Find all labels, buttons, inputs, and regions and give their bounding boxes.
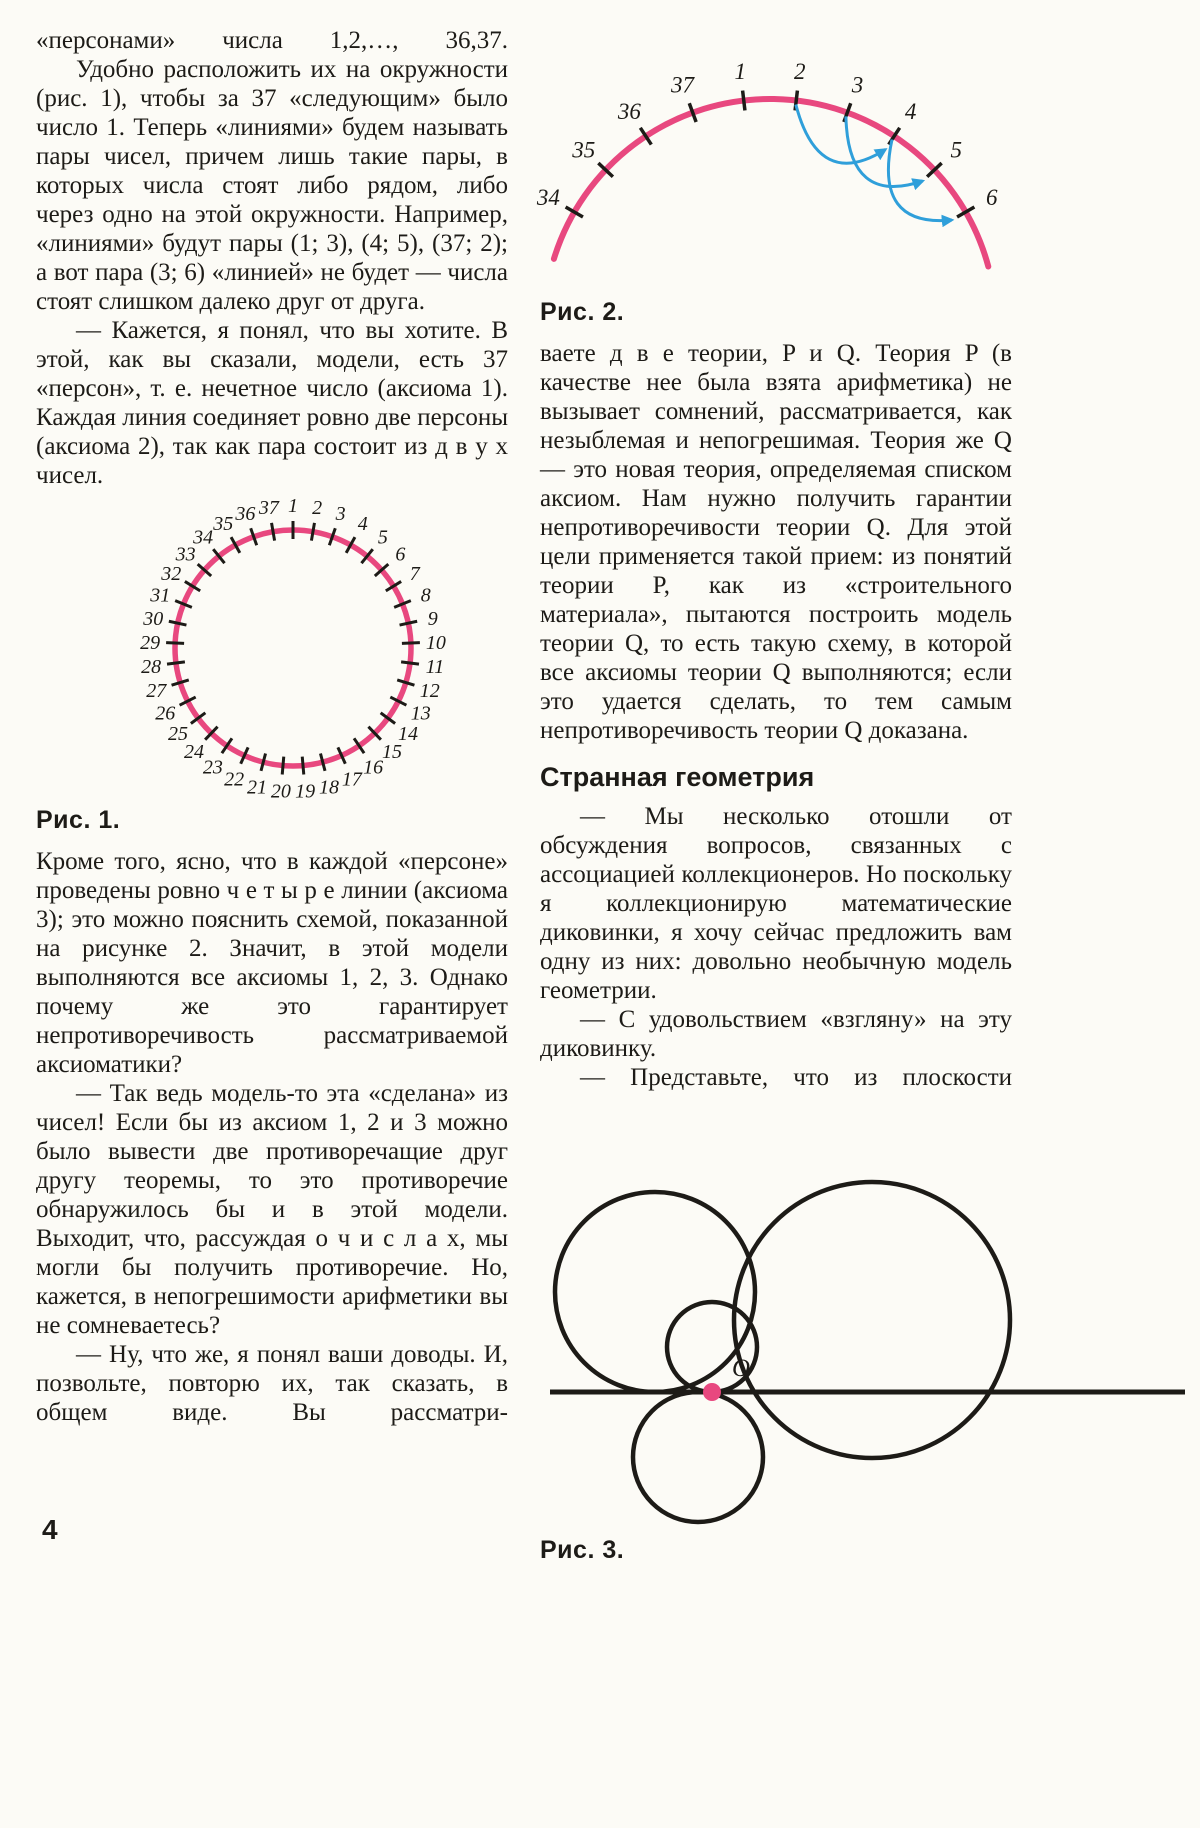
number-label: 4 [904,99,917,125]
number-label: 1 [288,495,298,517]
number-label: 5 [950,137,962,163]
tick [169,621,187,625]
number-label: 7 [409,563,420,586]
number-label: 31 [150,584,171,607]
paragraph: — Мы несколько отошли от обсуждения вопросов, связанных с ассоциацией коллекционеров. Но поскольку я коллекционирую математические диковинки, я хочу сейчас предложить вам одну из них: довольно необычную модель геометрии. [540,803,1012,1004]
tangent-circle [633,1392,763,1522]
paragraph: Кроме того, ясно, что в каждой «персоне» проведены ровно ч е т ы р е линии (аксиома 3); это можно пояснить схемой, показанной на рисунке 2. Значит, в этой модели выполняются все аксиомы 1, 2, 3. Однако почему же это гарантирует непротиворечивость рассматриваемой аксиоматики? [36,848,508,1078]
number-label: 13 [410,702,431,725]
number-label: 36 [617,99,641,125]
number-label: 2 [312,497,323,520]
number-label: 28 [141,656,162,679]
numbered-circle-diagram [36,495,508,803]
persons-circle [175,530,411,766]
number-label: 29 [140,631,161,654]
number-label: 4 [357,513,368,536]
tick [272,523,275,541]
number-label: 15 [381,741,402,764]
tick [400,621,418,625]
number-label: 21 [246,776,267,799]
number-label: 2 [793,58,806,84]
number-label: 23 [202,756,223,779]
number-label: 34 [193,526,214,549]
number-label: 8 [420,584,431,607]
number-label: 33 [175,543,196,566]
paragraph: «персонами» числа 1,2,…, 36,37. [36,27,508,54]
paragraph: — Кажется, я понял, что вы хотите. В этой, как вы сказали, модели, есть 37 «персон», т. е. нечетное число (аксиома 1). Каждая линия соединяет ровно две персоны (аксиома 2), так как пара состоит из д в у х чисел. [36,317,508,489]
paragraph: Удобно расположить их на окружности (рис. 1), чтобы за 37 «следующим» было число 1. Теперь «линиями» будем называть пары чисел, причем лишь такие пары, в которых числа стоят либо рядом, либо через одно на этой окружности. Например, «линиями» будут пары (1; 3), (4; 5), (37; 2); а вот пара (3; 6) «линией» не будет — числа стоят слишком далеко друг от друга. [36,56,508,315]
number-label: 16 [363,756,384,779]
number-label: 10 [425,631,446,654]
number-label: 35 [213,513,234,536]
tick [311,523,314,541]
figure-caption: Рис. 1. [36,806,121,834]
right-column [536,0,1012,1092]
number-label: 35 [572,137,596,163]
tick [282,757,284,775]
number-label: 6 [395,543,406,566]
point-O-label: O [732,1355,751,1382]
figure-caption: Рис. 2. [540,298,625,326]
number-label: 18 [319,776,340,799]
tangent-circle [734,1182,1010,1458]
page-number: 4 [42,1514,58,1545]
paragraph: — Представьте, что из плоскости [580,1064,1012,1091]
number-label: 32 [161,563,182,586]
number-label: 27 [146,679,167,702]
tick [401,662,419,664]
tick-marks [166,521,420,775]
tangent-circle [555,1192,755,1392]
number-labels [536,59,998,210]
number-label: 6 [985,185,998,211]
section-heading: Странная геометрия [540,762,815,792]
tangent-circles [555,1182,1010,1522]
tick [166,643,184,644]
paragraph: ваете д в е теории, P и Q. Теория P (в качестве нее была взята арифметика) не вызывает сомнений, рассматривается, как незыблемая и непогрешимая. Теория же Q — это новая теория, определяемая списком аксиом. Нам нужно получить гарантии непротиворечивости теории Q. Для этой цели применяется такой прием: из понятий теории P, как из «строительного материала», пытаются построить модель теории Q, то есть такую схему, в которой все аксиомы теории Q выполняются; если это удается сделать, то тем самым непротиворечивость теории Q доказана. [540,340,1012,744]
tick [402,643,420,644]
number-label: 26 [155,702,176,725]
number-label: 14 [397,723,418,746]
figure-caption: Рис. 3. [540,1536,625,1564]
number-label: 30 [143,607,164,630]
number-label: 3 [851,72,864,98]
left-column [36,26,508,1427]
figure-1 [36,496,508,835]
number-label: 37 [670,72,694,98]
number-labels [140,495,446,802]
paragraph: — С удовольствием «взгляну» на эту диковинку. [540,1006,1012,1062]
number-label: 17 [341,768,362,791]
number-label: 11 [425,656,445,679]
number-label: 20 [270,780,291,803]
paragraph: — Так ведь модель-то эта «сделана» из чисел! Если бы из аксиом 1, 2 и 3 можно было вывести две противоречащие друг другу теоремы, то это противоречие обнаружилось бы и в этой модели. Выходит, что, рассуждая о ч и с л а х, мы могли бы получить противоречие. Но, кажется, в непогрешимости арифметики вы не сомневаетесь? [36,1080,508,1339]
number-label: 24 [184,741,205,764]
number-label: 12 [419,679,440,702]
number-label: 3 [335,503,346,526]
tangent-circles-diagram [540,1170,1200,1580]
tick [302,757,304,775]
tick [743,91,745,111]
figure-2 [536,58,1012,327]
number-label: 9 [427,607,438,630]
point-O-dot [703,1383,721,1401]
number-label: 1 [734,58,747,84]
tick [167,662,185,664]
paragraph: — Ну, что же, я понял ваши доводы. И, позвольте, повторю их, так сказать, в общем виде. Вы рассматри- [36,1341,508,1426]
number-label: 34 [536,185,560,211]
number-label: 19 [295,780,316,803]
number-label: 25 [168,723,189,746]
figure-3 [540,1170,1200,1590]
number-label: 37 [258,497,279,520]
arc-with-arrows-diagram [536,58,1012,290]
number-label: 22 [224,768,245,791]
number-label: 36 [235,503,256,526]
number-label: 5 [377,526,388,549]
